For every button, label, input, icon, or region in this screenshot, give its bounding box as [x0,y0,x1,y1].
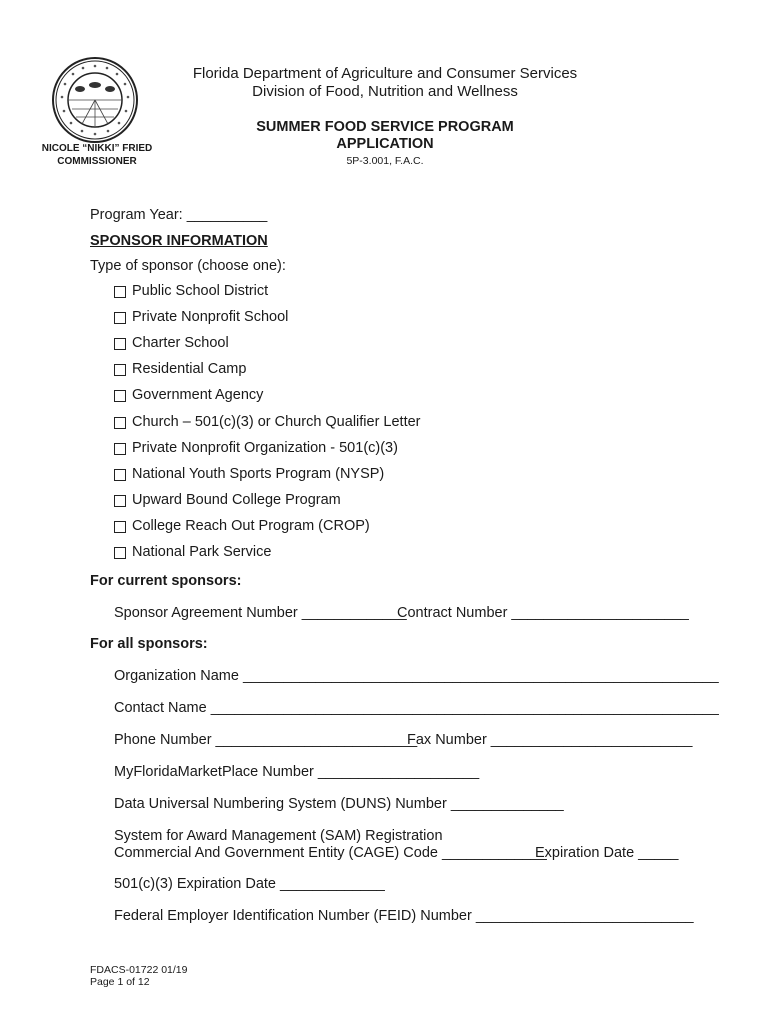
checkbox-box[interactable] [114,547,126,559]
checkbox-label: Residential Camp [132,361,247,377]
checkbox-label: Private Nonprofit Organization - 501(c)(3) [132,440,398,456]
department-seal-logo [52,57,138,143]
fax-number-field[interactable]: Fax Number _________________________ [407,732,693,748]
current-sponsors-heading: For current sponsors: [90,573,242,589]
checkbox-box[interactable] [114,495,126,507]
phone-number-field[interactable]: Phone Number _________________________ [114,732,418,748]
expiration-date-field[interactable]: Expiration Date _____ [535,845,679,861]
rule-reference: 5P-3.001, F.A.C. [346,155,424,167]
checkbox-private-nonprofit-org[interactable] [114,440,398,457]
checkbox-box[interactable] [114,417,126,429]
checkbox-label: Private Nonprofit School [132,309,289,325]
checkbox-label: Government Agency [132,387,264,403]
checkbox-national-park-service[interactable] [114,544,271,561]
checkbox-label: Upward Bound College Program [132,492,341,508]
feid-number-field[interactable]: Federal Employer Identification Number (FEID) Number ___________________________ [114,908,694,924]
form-title-line2: APPLICATION [336,136,434,152]
checkbox-residential-camp[interactable] [114,361,246,378]
commissioner-name: NICOLE “NIKKI” FRIED [41,143,153,154]
checkbox-label: National Youth Sports Program (NYSP) [132,466,385,482]
form-id: FDACS-01722 01/19 [90,964,188,976]
duns-number-field[interactable]: Data Universal Numbering System (DUNS) Number ______________ [114,796,564,812]
checkbox-label: College Reach Out Program (CROP) [132,518,370,534]
checkbox-box[interactable] [114,364,126,376]
checkbox-public-school-district[interactable] [114,283,268,300]
form-title-line1: SUMMER FOOD SERVICE PROGRAM [256,119,514,135]
checkbox-box[interactable] [114,469,126,481]
checkbox-label: Charter School [132,335,229,351]
program-year-field[interactable]: Program Year: __________ [90,207,268,223]
501c3-expiration-date-field[interactable]: 501(c)(3) Expiration Date _____________ [114,876,385,892]
checkbox-box[interactable] [114,312,126,324]
commissioner-title: COMMISSIONER [57,156,137,167]
checkbox-crop[interactable] [114,518,370,535]
checkbox-charter-school[interactable] [114,335,229,352]
sam-registration-label: System for Award Management (SAM) Registration [114,828,443,844]
department-name: Florida Department of Agriculture and Consumer Services [192,65,578,82]
cage-code-field[interactable]: Commercial And Government Entity (CAGE) Code _____________ [114,845,547,861]
checkbox-label: National Park Service [132,544,272,560]
myfloridamarketplace-number-field[interactable]: MyFloridaMarketPlace Number ____________________ [114,764,480,780]
checkbox-box[interactable] [114,286,126,298]
sponsor-agreement-number-field[interactable]: Sponsor Agreement Number _____________ [114,605,407,621]
division-name: Division of Food, Nutrition and Wellness [252,83,518,100]
contact-name-field[interactable]: Contact Name _______________________________________________________________ [114,700,719,716]
checkbox-box[interactable] [114,338,126,350]
checkbox-church[interactable] [114,414,421,431]
checkbox-box[interactable] [114,443,126,455]
contract-number-field[interactable]: Contract Number ______________________ [397,605,689,621]
all-sponsors-heading: For all sponsors: [90,636,208,652]
sponsor-type-prompt: Type of sponsor (choose one): [90,258,286,274]
checkbox-upward-bound[interactable] [114,492,341,509]
checkbox-label: Church – 501(c)(3) or Church Qualifier Letter [132,414,421,430]
checkbox-nysp[interactable] [114,466,384,483]
checkbox-box[interactable] [114,521,126,533]
checkbox-label: Public School District [132,283,269,299]
checkbox-box[interactable] [114,390,126,402]
organization-name-field[interactable]: Organization Name ___________________________________________________________ [114,668,719,684]
checkbox-private-nonprofit-school[interactable] [114,309,288,326]
page-number: Page 1 of 12 [90,976,150,988]
commissioner-block [30,142,164,168]
sponsor-info-heading: SPONSOR INFORMATION [90,233,268,249]
checkbox-government-agency[interactable] [114,387,263,404]
